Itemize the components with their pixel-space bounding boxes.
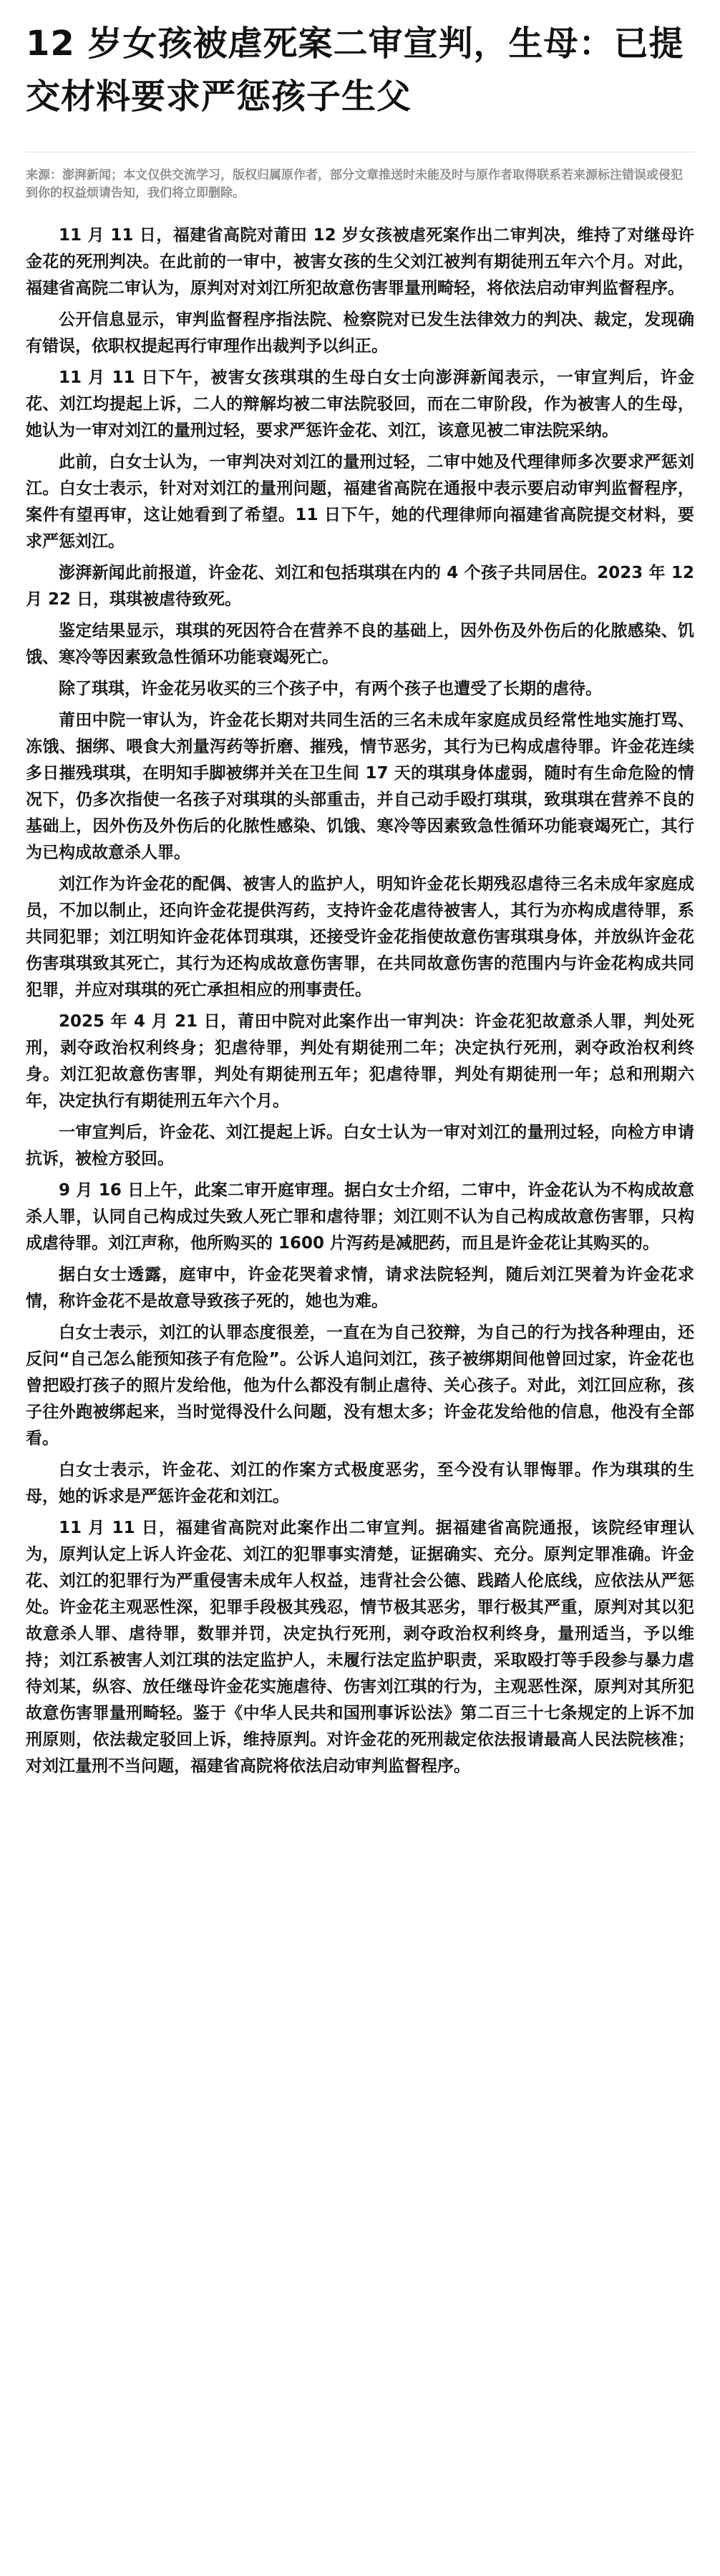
article-paragraph: 一审宣判后，许金花、刘江提起上诉。白女士认为一审对刘江的量刑过轻，向检方申请抗诉，被检方驳回。 <box>26 1123 694 1168</box>
article-body <box>26 222 694 1780</box>
article-paragraph: 刘江作为许金花的配偶、被害人的监护人，明知许金花长期残忍虐待三名未成年家庭成员，不加以制止，还向许金花提供泻药，支持许金花虐待被害人，其行为亦构成虐待罪，系共同犯罪；刘江明知许金花体罚琪琪，还接受许金花指使故意伤害琪琪身体，并放纵许金花伤害琪琪致其死亡，其行为还构成故意伤害罪，在共同故意伤害的范围内与许金花构成共同犯罪，并应对琪琪的死亡承担相应的刑事责任。 <box>26 875 694 999</box>
article-paragraph: 除了琪琪，许金花另收买的三个孩子中，有两个孩子也遭受了长期的虐待。 <box>59 680 602 698</box>
article-paragraph: 公开信息显示，审判监督程序指法院、检察院对已发生法律效力的判决、裁定，发现确有错误，依职权提起再行审理作出裁判予以纠正。 <box>26 310 694 356</box>
article-title: 12 岁女孩被虐死案二审宣判，生母：已提交材料要求严惩孩子生父 <box>26 24 684 117</box>
source-note: 来源：澎湃新闻；本文仅供交流学习，版权归属原作者，部分文章推送时未能及时与原作者取得联系若来源标注错误或侵犯到你的权益烦请告知，我们将立即删除。 <box>26 168 683 200</box>
article-paragraph: 9 月 16 日上午，此案二审开庭审理。据白女士介绍，二审中，许金花认为不构成故意杀人罪，认同自己构成过失致人死亡罪和虐待罪；刘江则不认为自己构成故意伤害罪，只构成虐待罪。刘江声称，他所购买的 1600 片泻药是减肥药，而且是许金花让其购买的。 <box>26 1181 694 1253</box>
article-paragraph: 此前，白女士认为，一审判决对刘江的量刑过轻，二审中她及代理律师多次要求严惩刘江。白女士表示，针对对刘江的量刑问题，福建省高院在通报中表示要启动审判监督程序，案件有望再审，这让她看到了希望。11 日下午，她的代理律师向福建省高院提交材料，要求严惩刘江。 <box>26 453 694 551</box>
article-paragraph: 澎湃新闻此前报道，许金花、刘江和包括琪琪在内的 4 个孩子共同居住。2023 年 12 月 22 日，琪琪被虐待致死。 <box>26 564 694 609</box>
article-paragraph: 11 月 11 日下午，被害女孩琪琪的生母白女士向澎湃新闻表示，一审宣判后，许金花、刘江均提起上诉，二人的辩解均被二审法院驳回，而在二审阶段，作为被害人的生母，她认为一审对刘江的量刑过轻，要求严惩许金花、刘江，该意见被二审法院采纳。 <box>26 368 694 440</box>
article-paragraph: 白女士表示，许金花、刘江的作案方式极度恶劣，至今没有认罪悔罪。作为琪琪的生母，她的诉求是严惩许金花和刘江。 <box>26 1461 694 1506</box>
article-paragraph: 11 月 11 日，福建省高院对莆田 12 岁女孩被虐死案作出二审判决，维持了对继母许金花的死刑判决。在此前的一审中，被害女孩的生父刘江被判有期徒刑五年六个月。对此，福建省高院二审认为，原判对对刘江所犯故意伤害罪量刑畸轻，将依法启动审判监督程序。 <box>26 226 694 298</box>
article-paragraph: 鉴定结果显示，琪琪的死因符合在营养不良的基础上，因外伤及外伤后的化脓感染、饥饿、寒冷等因素致急性循环功能衰竭死亡。 <box>26 622 694 667</box>
article-paragraph: 2025 年 4 月 21 日，莆田中院对此案作出一审判决：许金花犯故意杀人罪，判处死刑，剥夺政治权利终身；犯虐待罪，判处有期徒刑二年；决定执行死刑，剥夺政治权利终身。刘江犯故意伤害罪，判处有期徒刑五年；犯虐待罪，判处有期徒刑一年；总和刑期六年，决定执行有期徒刑五年六个月。 <box>26 1012 694 1110</box>
article-paragraph: 莆田中院一审认为，许金花长期对共同生活的三名未成年家庭成员经常性地实施打骂、冻饿、捆绑、喂食大剂量泻药等折磨、摧残，情节恶劣，其行为已构成虐待罪。许金花连续多日摧残琪琪，在明知手脚被绑并关在卫生间 17 天的琪琪身体虚弱，随时有生命危险的情况下，仍多次指使一名孩子对琪琪的头部重击，并自己动手殴打琪琪，致琪琪在营养不良的基础上，因外伤及外伤后的化脓性感染、饥饿、寒冷等因素致急性循环功能衰竭死亡，其行为已构成故意杀人罪。 <box>26 711 694 862</box>
article-paragraph: 11 月 11 日，福建省高院对此案作出二审宣判。据福建省高院通报，该院经审理认为，原判认定上诉人许金花、刘江的犯罪事实清楚，证据确实、充分。原判定罪准确。许金花、刘江的犯罪行为严重侵害未成年人权益，违背社会公德、践踏人伦底线，应依法从严惩处。许金花主观恶性深，犯罪手段极其残忍，情节极其恶劣，罪行极其严重，原判对其以犯故意杀人罪、虐待罪，数罪并罚，决定执行死刑，剥夺政治权利终身，量刑适当，予以维持；刘江系被害人刘江琪的法定监护人，未履行法定监护职责，采取殴打等手段参与暴力虐待刘某，纵容、放任继母许金花实施虐待、伤害刘江琪的行为，主观恶性深，原判对其所犯故意伤害罪量刑畸轻。鉴于《中华人民共和国刑事诉讼法》第二百三十七条规定的上诉不加刑原则，依法裁定驳回上诉，维持原判。对许金花的死刑裁定依法报请最高人民法院核准；对刘江量刑不当问题，福建省高院将依法启动审判监督程序。 <box>26 1519 694 1776</box>
article-paragraph: 白女士表示，刘江的认罪态度很差，一直在为自己狡辩，为自己的行为找各种理由，还反问“自己怎么能预知孩子有危险”。公诉人追问刘江，孩子被绑期间他曾回过家，许金花也曾把殴打孩子的照片发给他，他为什么都没有制止虐待、关心孩子。对此，刘江回应称，孩子往外跑被绑起来，当时觉得没什么问题，没有想太多；许金花发给他的信息，他没有全部看。 <box>26 1323 694 1448</box>
article-paragraph: 据白女士透露，庭审中，许金花哭着求情，请求法院轻判，随后刘江哭着为许金花求情，称许金花不是故意导致孩子死的，她也为难。 <box>26 1265 694 1311</box>
